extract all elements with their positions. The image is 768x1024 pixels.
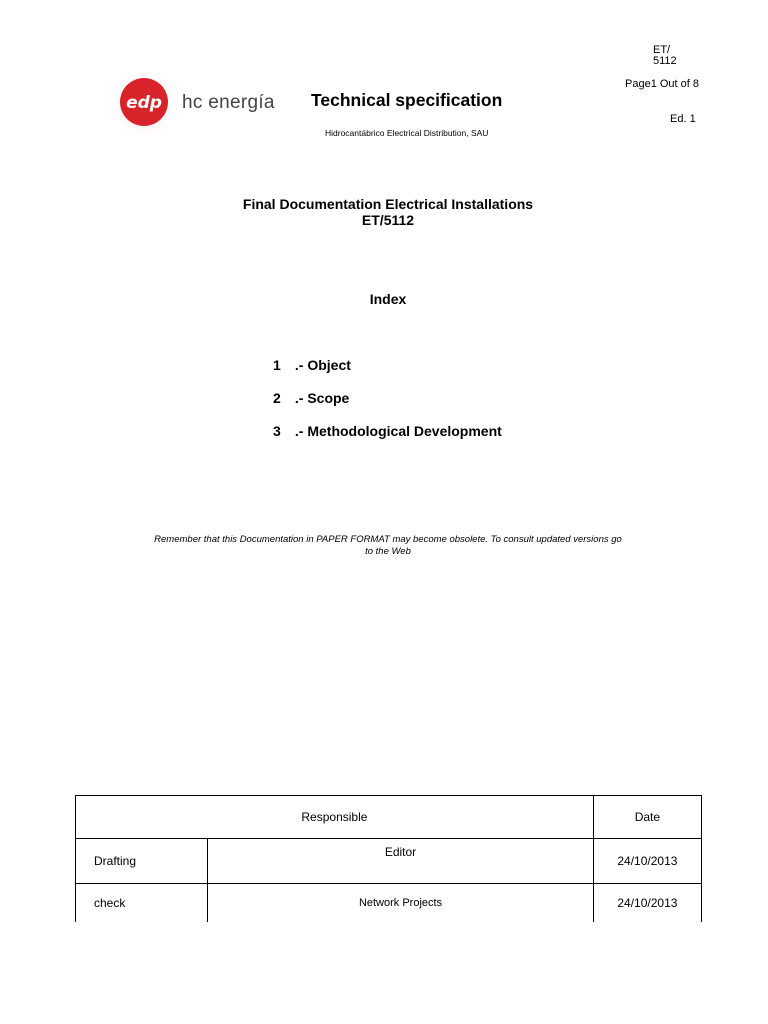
document-title — [0, 196, 768, 228]
responsible-cell: Network Projects — [208, 884, 594, 923]
toc-label: .- Scope — [294, 390, 350, 406]
logo-mark-text: edp — [126, 93, 162, 113]
edition-indicator: Ed. 1 — [670, 113, 696, 125]
toc-label: .- Object — [294, 357, 351, 373]
responsible-cell: Editor — [208, 839, 594, 884]
toc-item-object[interactable] — [273, 357, 351, 373]
header-responsible: Responsible — [76, 796, 594, 839]
obsolescence-notice: Remember that this Documentation in PAPER FORMAT may become obsolete. To consult updated versions go to the Web — [154, 534, 622, 557]
toc-item-methodological-development[interactable] — [273, 423, 502, 439]
document-title-line: Final Documentation Electrical Installations — [242, 196, 534, 212]
document-code: ET/ 5112 — [653, 44, 677, 67]
toc-item-scope[interactable] — [273, 390, 349, 406]
role-cell: Drafting — [76, 839, 208, 884]
date-cell: 24/10/2013 — [593, 839, 701, 884]
date-cell: 24/10/2013 — [593, 884, 701, 923]
toc-number: 1 — [273, 357, 281, 373]
edp-logo-icon — [112, 70, 182, 140]
toc-number: 3 — [273, 423, 281, 439]
table-row — [76, 839, 702, 884]
company-name: Hidrocantábrico Electrical Distribution, SAU — [325, 128, 489, 138]
responsibility-table — [75, 795, 702, 922]
table-row — [76, 884, 702, 923]
document-type-heading: Technical specification — [311, 90, 503, 110]
document-code-line: ET/5112 — [361, 212, 415, 228]
toc-label: .- Methodological Development — [294, 423, 502, 439]
page-indicator: Page1 Out of 8 — [625, 78, 699, 90]
company-logo — [112, 70, 292, 140]
header-date: Date — [593, 796, 701, 839]
table-header-row — [76, 796, 702, 839]
toc-number: 2 — [273, 390, 281, 406]
role-cell: check — [76, 884, 208, 923]
index-heading: Index — [369, 291, 407, 307]
logo-brand-text: hc energía — [182, 92, 275, 113]
